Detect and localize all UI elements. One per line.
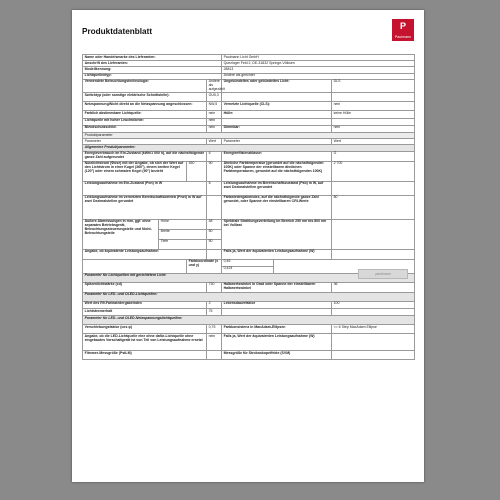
empty-cell [332, 118, 415, 125]
value-cell: Quezinger Feld 2, DE-31832 Springe-Völksen [222, 61, 415, 67]
label-cell: Äußere Abmessungen in mm, ggf. ohne separates Betriebsgerät, Beleuchtungssteuerungsteile und Nicht-Beleuchtungsteile [83, 219, 159, 249]
label-cell: Switchtyp (oder sonstige elektrische Schnittstelle): [83, 93, 207, 102]
table-row [83, 325, 415, 334]
value-cell: 75 [207, 309, 222, 316]
value-cell: 28813 [222, 67, 415, 73]
label-cell: Angabe, ob äquivalente Leistungsaufnahme: [83, 249, 207, 259]
empty-cell [222, 118, 332, 125]
value-cell: 0,75 [207, 325, 222, 334]
value-cell: 50 [207, 239, 222, 249]
empty-cell [83, 259, 187, 273]
value-cell: Andere als gerichtet [222, 73, 415, 79]
datasheet-table [82, 54, 415, 360]
label-cell: Ungebündeltes oder gebündeltes Licht: [222, 79, 332, 93]
value-cell [332, 334, 415, 351]
section-header [83, 292, 415, 301]
label-cell: Leistungsaufnahme im Ein-Zustand (Pon) in W [83, 181, 207, 195]
label-cell: Lebensdauerfaktor [222, 301, 332, 308]
value-cell: 90 [207, 161, 222, 181]
table-row [83, 118, 415, 125]
dimension-label: Breite [159, 229, 207, 239]
label-cell: Energieeffizienzklasse: [222, 151, 332, 161]
value-cell: <= 6 Step MacAdam Ellipse [332, 325, 415, 334]
label-cell: Vernetzte Lichtquelle (CLS): [222, 102, 332, 111]
label-cell: Messgröße für Stroboskopeffekte (SVM) [222, 351, 332, 360]
label-cell: Halbwertswinkel in Grad oder Spanne der einstellbaren Halbwertswinkel [222, 282, 332, 292]
value-cell: nein [207, 118, 222, 125]
table-row [83, 195, 415, 219]
column-header: Wert [332, 139, 415, 145]
table-row [83, 111, 415, 118]
column-header: Wert [207, 139, 222, 145]
column-header: Parameter [222, 139, 332, 145]
label-cell: Leistungsaufnahme im vernetzten Bereitschaftsbetrieb (Pnet) in W auf zwei Dezimalstellen gerundet [83, 195, 207, 219]
value-cell [332, 219, 415, 249]
label-cell: Flimmer-Messgröße (PstLM) [83, 351, 207, 360]
label-cell: Verwendete Beleuchtungstechnologie: [83, 79, 207, 93]
table-row [83, 334, 415, 351]
table-row [83, 309, 415, 316]
value-cell [332, 249, 415, 259]
value-cell: nein [332, 102, 415, 111]
value-cell: 100 [332, 301, 415, 308]
section-title: Parameter für LED- und OLED-Netzspannungslichtquellen: [83, 316, 415, 325]
label-cell: Spektrale Strahlungsverteilung im Bereich 250 nm bis 800 nm bei Volllast [222, 219, 332, 249]
table-row [83, 219, 415, 229]
page-title: Produktdatenblatt [82, 27, 153, 36]
label-cell: Lichtstromerhalt [83, 309, 207, 316]
section-title: Allgemeine Produktparameter: [83, 145, 415, 151]
label-cell: Nutzlichtstrom (Φuse) mit der Angabe, ob sich der Wert auf den Lichtstrom in einer Kugel (360°), einem breiten Kegel (120°) oder einem schmalen Kegel (90°) bezieht [83, 161, 187, 181]
value-cell [207, 351, 222, 360]
value-cell: 6 [207, 151, 222, 161]
value-cell: nein [207, 111, 222, 118]
label-cell: Blendschutzschild: [83, 125, 207, 132]
label-cell: Falls ja, Wert der äquivalenten Leistungsaufnahme (W) [222, 334, 332, 351]
value-cell: 48 [207, 219, 222, 229]
table-row [83, 181, 415, 195]
empty-cell [332, 93, 415, 102]
value-cell: 2 [207, 301, 222, 308]
table-row [83, 125, 415, 132]
value-cell: nein [332, 125, 415, 132]
paulmann-logo [392, 19, 414, 41]
table-row [83, 301, 415, 308]
value-cell: 80 [332, 195, 415, 219]
value-cell: 730 [207, 282, 222, 292]
label-cell: Verschiebungsfaktor (cos φ) [83, 325, 207, 334]
table-row [83, 282, 415, 292]
value-cell: 0,46 [222, 259, 274, 266]
empty-cell [222, 93, 332, 102]
value-cell: Andere als aufgezählt [207, 79, 222, 93]
table-row [83, 259, 415, 266]
value-cell [207, 249, 222, 259]
label-cell: Spitzenlichtstärke (cd) [83, 282, 207, 292]
table-row [83, 151, 415, 161]
label-cell: Leistungsaufnahme im Bereitschaftszustand (Psb) in W, auf zwei Dezimalstellen gerundet [222, 181, 332, 195]
table-row [83, 351, 415, 360]
value-cell: 2 700 [332, 161, 415, 181]
label-cell: Lichtquellentyp: [83, 73, 222, 79]
column-header: Parameter [83, 139, 207, 145]
section-header [83, 316, 415, 325]
logo-brand: Paulmann [394, 35, 412, 39]
product-datasheet [72, 10, 424, 482]
section-title: Parameter für LED- und OLED-Lichtquellen: [83, 292, 415, 301]
section-label: Produktparameter [83, 133, 415, 139]
value-cell: G [332, 151, 415, 161]
label-cell: Wert des R9-Farbwiedergabeindex [83, 301, 207, 308]
value-cell: 450 [187, 161, 207, 181]
label-cell: Netzspannung/Nicht direkt an die Netzspannung angeschlossen: [83, 102, 207, 111]
table-row [83, 102, 415, 111]
value-cell: NW,5 [207, 102, 222, 111]
value-cell: nein [207, 334, 222, 351]
table-row [83, 161, 415, 181]
watermark-stamp: paulmann [358, 269, 408, 279]
value-cell: nein [207, 125, 222, 132]
value-cell: 50 [207, 229, 222, 239]
label-cell: Dimmbar: [222, 125, 332, 132]
label-cell: Hülle: [222, 111, 332, 118]
label-cell: Angabe, ob die LED-Lichtquelle eine ohne dafür-Lichtquelle ohne eingebautes Vorschaltgerät ist von Teil von Leistungsaufnahme ersetzt [83, 334, 207, 351]
table-row [83, 249, 415, 259]
label-cell: Farbkonsistenz in MacAdam-Ellipsen [222, 325, 332, 334]
value-cell [332, 181, 415, 195]
label-cell: Farbkoordinate (x und y) [187, 259, 222, 273]
label-cell: Lichtquelle mit hoher Leuchtdichte: [83, 118, 207, 125]
value-cell: Paulmann Licht GmbH [222, 55, 415, 61]
label-cell: Ähnliche Farbtemperatur (gerundet auf die nächstfolgenden 100K) oder Spanne der einstellbaren ähnlichen Farbtemperaturen, gerundet auf die nächstfolgenden 100K) [222, 161, 332, 181]
section-title: Parameter für Lichtquellen mit gerichtetem Licht: [83, 273, 415, 282]
value-cell: DLS [332, 79, 415, 93]
label-cell: Name oder Handelsmarke des Lieferanten: [83, 55, 222, 61]
table-row [83, 93, 415, 102]
label-cell: Energieverbrauch im Ein-Zustand (kWh/1 000 h), auf die nächstfolgende ganze Zahl aufgerundet [83, 151, 207, 161]
label-cell: Falls ja, Wert der äquivalenten Leistungsaufnahme (W) [222, 249, 332, 259]
value-cell: 36 [332, 282, 415, 292]
label-cell: Farbwiedergabeindex, auf die nächstfolgende ganze Zahl gerundet, oder Spanne der einstellbaren CRI-Werte [222, 195, 332, 219]
value-cell [332, 351, 415, 360]
empty-cell [332, 309, 415, 316]
dimension-label: Tiefe [159, 239, 207, 249]
value-cell: GU5,3 [207, 93, 222, 102]
logo-mark: P [399, 21, 406, 31]
empty-cell [222, 309, 332, 316]
label-cell: Modellkennung: [83, 67, 222, 73]
value-cell: keine Hülle [332, 111, 415, 118]
label-cell: Anschrift des Lieferanten: [83, 61, 222, 67]
dimension-label: Höhe [159, 219, 207, 229]
table-row [83, 79, 415, 93]
value-cell: 6 [207, 181, 222, 195]
value-cell: 0,424 [222, 266, 274, 273]
label-cell: Farblich abstimmbare Lichtquelle: [83, 111, 207, 118]
value-cell [207, 195, 222, 219]
